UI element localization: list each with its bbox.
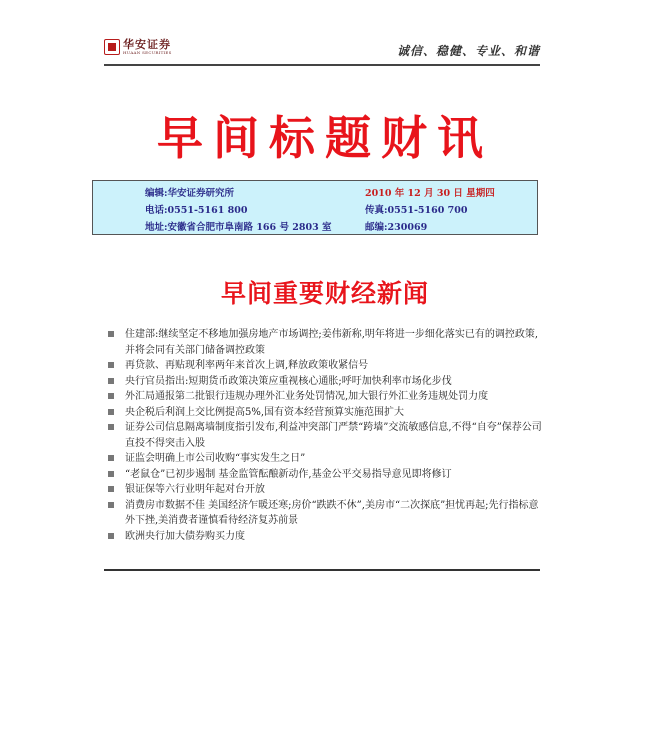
list-item xyxy=(108,529,548,545)
editor-row xyxy=(145,185,234,199)
list-item xyxy=(108,482,548,498)
list-item xyxy=(108,420,548,451)
news-text: 银证保等六行业明年起对台开放 xyxy=(125,484,265,495)
bullet-icon xyxy=(108,486,114,492)
section-title: 早间重要财经新闻 xyxy=(220,279,429,308)
list-item xyxy=(108,358,548,374)
header-divider xyxy=(104,64,540,66)
bullet-icon xyxy=(108,471,114,477)
bullet-icon xyxy=(108,533,114,539)
bullet-icon xyxy=(108,502,114,508)
list-item xyxy=(108,451,548,467)
bullet-icon xyxy=(108,393,114,399)
list-item xyxy=(108,374,548,390)
phone-row xyxy=(145,202,247,216)
news-text: 住建部:继续坚定不移地加强房地产市场调控;姜伟新称,明年将进一步细化落实已有的调控政策,并将会同有关部门储备调控政策 xyxy=(125,329,539,356)
list-item xyxy=(108,327,548,358)
news-list xyxy=(108,327,548,544)
editor-label: 编辑: xyxy=(145,188,168,199)
fax-label: 传真: xyxy=(365,205,388,216)
page-title: 早间标题财讯 xyxy=(157,111,493,165)
report-date: 2010 年 12 月 30 日 星期四 xyxy=(365,188,495,199)
info-box xyxy=(92,180,538,235)
phone-label: 电话: xyxy=(145,205,168,216)
footer-divider xyxy=(104,569,540,571)
phone-value: 0551-5161 800 xyxy=(167,205,248,216)
list-item xyxy=(108,405,548,421)
logo-subtext: HUAAN SECURITIES xyxy=(123,50,172,55)
news-text: 再贷款、再贴现利率两年来首次上调,释放政策收紧信号 xyxy=(125,360,369,371)
postcode-row xyxy=(365,219,427,233)
postcode-value: 230069 xyxy=(387,222,428,233)
bullet-icon xyxy=(108,378,114,384)
list-item xyxy=(108,389,548,405)
page-header xyxy=(104,30,540,64)
editor-value: 华安证券研究所 xyxy=(167,188,235,199)
slogan: 诚信、稳健、专业、和谐 xyxy=(396,44,540,58)
news-text: 消费房市数据不佳 美国经济乍暖还寒;房价“跌跌不休”,美房市“二次探底”担忧再起;先行指标意外下挫,美消费者谨慎看待经济复苏前景 xyxy=(125,499,539,526)
logo-text: 华安证券 xyxy=(123,38,171,51)
news-text: 证监会明确上市公司收购“事实发生之日” xyxy=(125,453,306,464)
news-text: 欧洲央行加大债券购买力度 xyxy=(125,530,245,542)
postcode-label: 邮编: xyxy=(365,222,388,233)
bullet-icon xyxy=(108,424,114,430)
news-text: “老鼠仓”已初步遏制 基金监管酝酿新动作,基金公平交易指导意见即将修订 xyxy=(125,468,452,480)
company-logo xyxy=(104,36,176,58)
news-text: 证券公司信息隔离墙制度指引发布,利益冲突部门严禁“跨墙”交流敏感信息,不得“自夸”保荐公司 直投不得突击入股 xyxy=(125,422,542,449)
list-item xyxy=(108,498,548,529)
address-value: 安徽省合肥市阜南路 166 号 2803 室 xyxy=(167,222,332,233)
bullet-icon xyxy=(108,362,114,368)
bullet-icon xyxy=(108,331,114,337)
address-row xyxy=(145,219,332,233)
logo-seal-icon xyxy=(104,39,120,55)
news-text: 央行官员指出:短期货币政策决策应重视核心通胀;呼吁加快利率市场化步伐 xyxy=(125,375,452,387)
fax-value: 0551-5160 700 xyxy=(387,205,468,216)
bullet-icon xyxy=(108,455,114,461)
news-text: 央企税后利润上交比例提高5%,国有资本经营预算实施范围扩大 xyxy=(125,406,405,418)
list-item xyxy=(108,467,548,483)
bullet-icon xyxy=(108,409,114,415)
fax-row xyxy=(365,202,467,216)
address-label: 地址: xyxy=(145,222,168,233)
news-text: 外汇局通报第二批银行违规办理外汇业务处罚情况,加大银行外汇业务违规处罚力度 xyxy=(125,391,489,402)
